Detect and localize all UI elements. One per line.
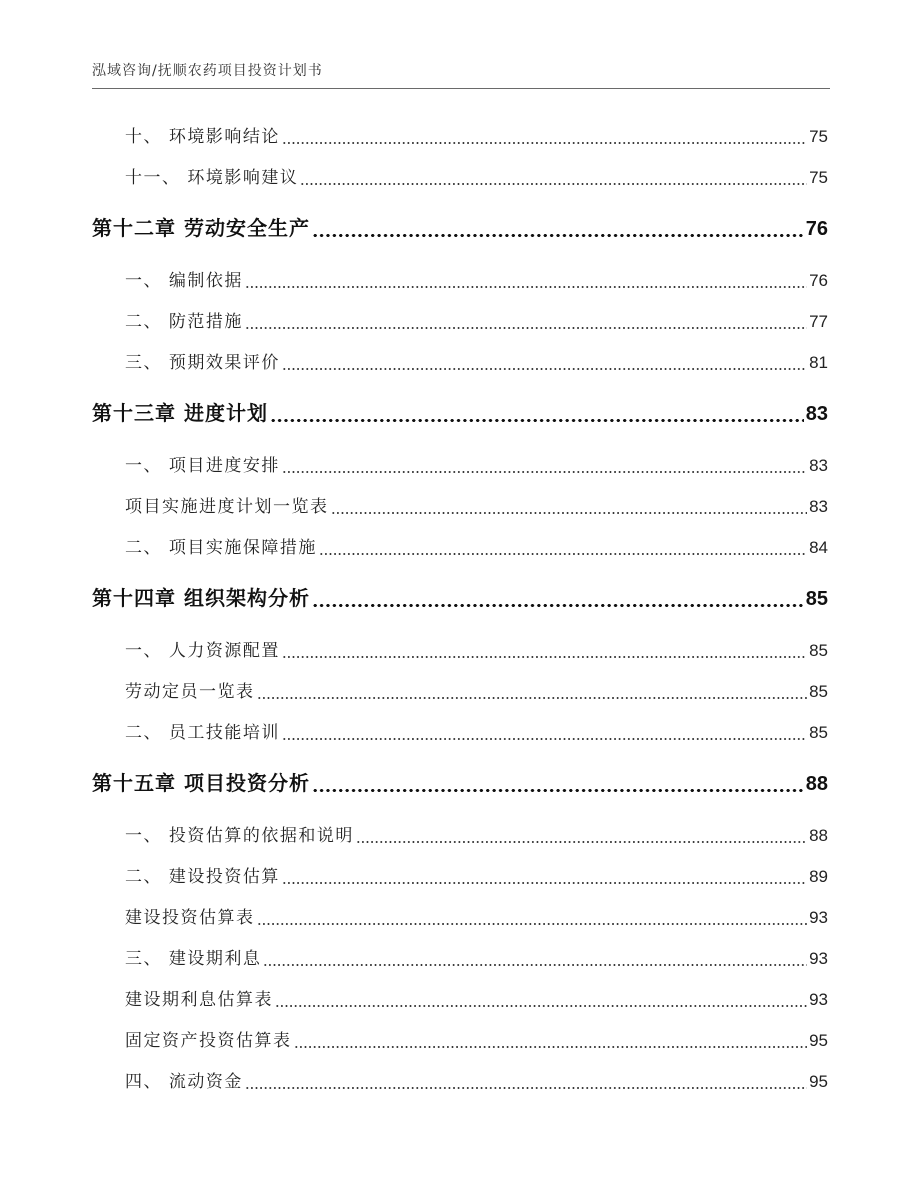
dot-leader [294, 1032, 808, 1049]
dot-leader [245, 272, 807, 289]
running-header: 泓域咨询/抚顺农药项目投资计划书 [92, 63, 323, 79]
toc-page-number: 76 [805, 218, 828, 240]
toc-entry-label: 一、 人力资源配置 [125, 641, 280, 661]
toc-page-number: 95 [809, 1072, 828, 1091]
toc-entry[interactable] [125, 533, 828, 558]
toc-entry[interactable] [125, 122, 828, 147]
toc-entry[interactable] [125, 163, 828, 188]
toc-entry-label: 二、 项目实施保障措施 [125, 538, 317, 558]
toc-entry[interactable] [125, 985, 828, 1010]
toc-page-number: 83 [809, 456, 828, 475]
dot-leader [331, 498, 808, 515]
toc-page-number: 85 [809, 641, 828, 660]
toc-entry-label: 建设投资估算表 [125, 908, 255, 928]
toc-chapter-entry[interactable] [92, 397, 828, 426]
toc-entry[interactable] [125, 266, 828, 291]
toc-entry-label: 劳动定员一览表 [125, 682, 255, 702]
toc-page-number: 85 [809, 723, 828, 742]
toc-entry-label: 第十二章 劳动安全生产 [92, 216, 310, 240]
toc-page-number: 88 [809, 826, 828, 845]
toc-entry[interactable] [125, 636, 828, 661]
toc-entry[interactable] [125, 903, 828, 928]
toc-entry-label: 建设期利息估算表 [125, 990, 273, 1010]
toc-entry[interactable] [125, 944, 828, 969]
toc-chapter-entry[interactable] [92, 767, 828, 796]
toc-entry-label: 一、 编制依据 [125, 271, 243, 291]
dot-leader [245, 1073, 807, 1090]
dot-leader [270, 403, 804, 423]
toc-entry-label: 二、 防范措施 [125, 312, 243, 332]
toc-page-number: 75 [809, 127, 828, 146]
dot-leader [257, 683, 808, 700]
toc-page-number: 93 [809, 990, 828, 1009]
toc-entry-label: 三、 预期效果评价 [125, 353, 280, 373]
toc-entry[interactable] [125, 718, 828, 743]
toc-page-number: 95 [809, 1031, 828, 1050]
dot-leader [282, 457, 807, 474]
dot-leader [312, 773, 804, 793]
dot-leader [282, 642, 807, 659]
toc-page-number: 93 [809, 908, 828, 927]
toc-page-number: 93 [809, 949, 828, 968]
toc-page-number: 84 [809, 538, 828, 557]
toc-entry-label: 二、 员工技能培训 [125, 723, 280, 743]
dot-leader [312, 588, 804, 608]
dot-leader [257, 909, 808, 926]
toc-page-number: 77 [809, 312, 828, 331]
toc-entry[interactable] [125, 862, 828, 887]
toc-entry-label: 第十四章 组织架构分析 [92, 586, 310, 610]
toc-entry[interactable] [125, 821, 828, 846]
dot-leader [263, 950, 807, 967]
toc-page-number: 76 [809, 271, 828, 290]
toc-entry-label: 一、 项目进度安排 [125, 456, 280, 476]
dot-leader [282, 868, 807, 885]
toc-page-number: 75 [809, 168, 828, 187]
toc-entry-label: 四、 流动资金 [125, 1072, 243, 1092]
toc-entry-label: 第十五章 项目投资分析 [92, 771, 310, 795]
toc-entry-label: 十、 环境影响结论 [125, 127, 280, 147]
toc-page-number: 81 [809, 353, 828, 372]
toc-entry[interactable] [125, 677, 828, 702]
dot-leader [282, 128, 807, 145]
dot-leader [282, 354, 807, 371]
toc-entry-label: 三、 建设期利息 [125, 949, 262, 969]
dot-leader [275, 991, 807, 1008]
dot-leader [282, 724, 807, 741]
toc-entry-label: 十一、 环境影响建议 [125, 168, 299, 188]
header-divider [92, 88, 830, 89]
dot-leader [300, 169, 807, 186]
toc-page-number: 83 [805, 403, 828, 425]
toc-chapter-entry[interactable] [92, 582, 828, 611]
toc-entry[interactable] [125, 348, 828, 373]
toc-page-number: 85 [809, 682, 828, 701]
toc-entry-label: 二、 建设投资估算 [125, 867, 280, 887]
dot-leader [319, 539, 807, 556]
toc-entry-label: 第十三章 进度计划 [92, 401, 268, 425]
toc-page-number: 89 [809, 867, 828, 886]
toc-entry[interactable] [125, 1026, 828, 1051]
dot-leader [312, 218, 804, 238]
toc-page-number: 85 [805, 588, 828, 610]
toc-entry[interactable] [125, 492, 828, 517]
toc-page-number: 88 [805, 773, 828, 795]
toc-entry[interactable] [125, 307, 828, 332]
toc-entry[interactable] [125, 451, 828, 476]
toc-entry-label: 一、 投资估算的依据和说明 [125, 826, 354, 846]
toc-entry-label: 固定资产投资估算表 [125, 1031, 292, 1051]
toc-chapter-entry[interactable] [92, 212, 828, 241]
toc-entry-label: 项目实施进度计划一览表 [125, 497, 329, 517]
toc-entry[interactable] [125, 1067, 828, 1092]
dot-leader [356, 827, 807, 844]
dot-leader [245, 313, 807, 330]
toc-page-number: 83 [809, 497, 828, 516]
